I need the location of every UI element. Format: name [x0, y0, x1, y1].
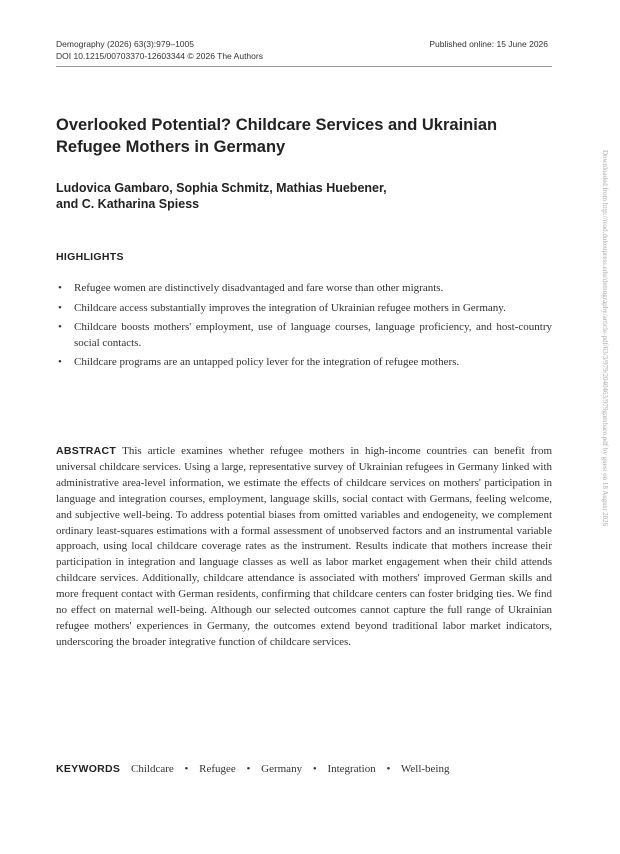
- header-divider: [56, 66, 552, 67]
- keyword: Germany: [261, 763, 303, 775]
- highlight-text: Childcare programs are an untapped policy lever for the integration of refugee mothers.: [74, 356, 460, 368]
- keyword: Childcare: [131, 763, 174, 775]
- highlight-text: Childcare access substantially improves the integration of Ukrainian refugee mothers in Germany.: [74, 301, 506, 314]
- highlights-list: [56, 281, 552, 375]
- published-date: Published online: 15 June 2026: [429, 39, 548, 49]
- authors-line-1: Ludovica Gambaro, Sophia Schmitz, Mathias Huebener,: [56, 181, 387, 195]
- bullet-icon: •: [58, 301, 62, 314]
- highlight-item: [56, 281, 552, 297]
- bullet-icon: •: [58, 282, 62, 294]
- keyword-separator: •: [312, 763, 317, 775]
- highlight-item: [56, 355, 552, 371]
- keywords: [56, 761, 449, 777]
- highlight-item: [56, 320, 552, 351]
- highlight-text: Childcare boosts mothers' employment, use of language courses, language proficiency, and host-country social contacts.: [74, 321, 552, 349]
- journal-citation: Demography (2026) 63(3):979–1005: [56, 39, 194, 49]
- highlight-item: [56, 301, 552, 317]
- bullet-icon: •: [58, 321, 62, 333]
- abstract-label: ABSTRACT: [56, 445, 117, 457]
- keyword-separator: •: [184, 763, 189, 775]
- keyword: Well-being: [400, 763, 450, 775]
- keyword-separator: •: [386, 763, 391, 775]
- keyword: Integration: [327, 763, 376, 775]
- keyword: Refugee: [199, 763, 236, 775]
- author-list: [56, 180, 516, 212]
- highlights-heading: HIGHLIGHTS: [56, 251, 124, 263]
- keywords-label: KEYWORDS: [56, 763, 121, 775]
- keyword-separator: •: [246, 763, 251, 775]
- article-title: Overlooked Potential? Childcare Services and Ukrainian Refugee Mothers in Germany: [56, 116, 498, 156]
- doi-line: DOI 10.1215/00703370-12603344 © 2026 The Authors: [56, 51, 263, 61]
- highlight-text: Refugee women are distinctively disadvantaged and fare worse than other migrants.: [74, 282, 444, 294]
- authors-line-2: and C. Katharina Spiess: [56, 197, 200, 211]
- bullet-icon: •: [58, 356, 62, 368]
- abstract: [56, 444, 552, 651]
- download-watermark: Downloaded from http://read.dukeupress.edu/demography/article-pdf/63/3/979/2040463/979gambaro.pdf by guest on 18 August 2026: [601, 150, 609, 527]
- journal-meta: [56, 38, 263, 62]
- abstract-text: This article examines whether refugee mothers in high-income countries can benefit from universal childcare services. Using a large, representative survey of Ukrainian refugees in Germany linked with administrative area-level information, we estimate the effects of childcare services on mothers' participation in language and integration courses, employment, language skills, social contact with Germans, feeling welcome, and subjective well-being. To address potential biases from omitted variables and endogeneity, we complement ordinary least-squares estimations with a formal assessment of unobserved factors and an instrumental variable approach, using local childcare coverage rates as the instrument. Results indicate that mothers increase their participation in integration and language classes as well as labor market engagement when their child attends childcare services. Additionally, childcare attendance is associated with mothers' improved German skills and more frequent contact with German residents, confirming that childcare centers can foster bridging ties. We find no effect on maternal well-being. Although our selected outcomes cannot capture the full range of Ukrainian refugee mothers' experiences in Germany, the outcomes extend beyond traditional labor market indicators, underscoring the broader integrative function of childcare services.: [56, 445, 552, 648]
